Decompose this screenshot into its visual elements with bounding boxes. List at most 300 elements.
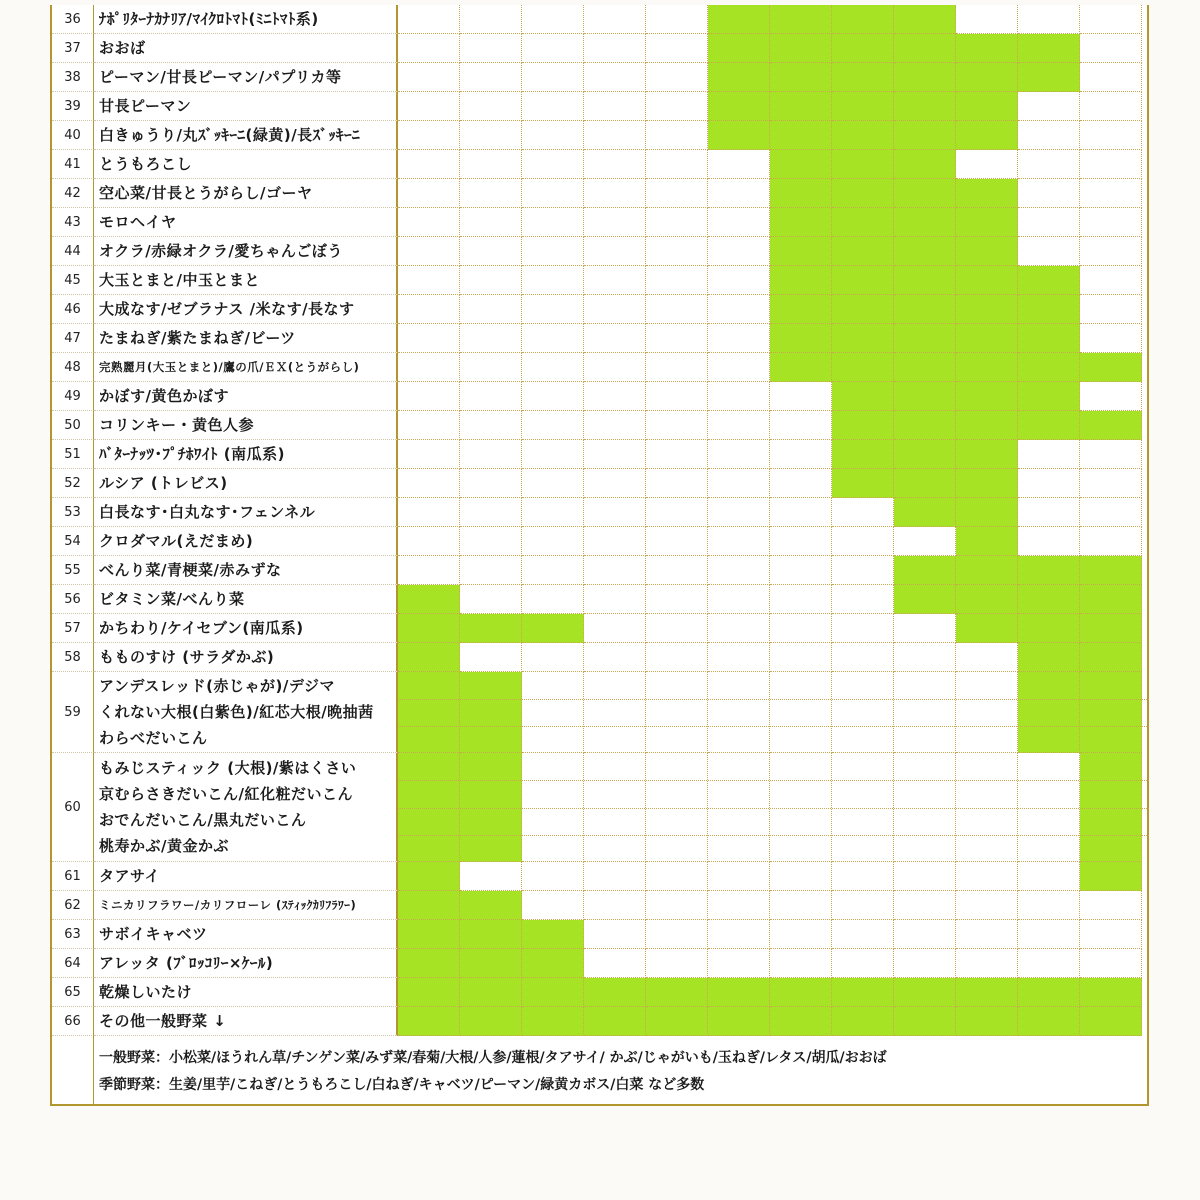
vegetable-name-line: オクラ/赤緑オクラ/愛ちゃんごぼう: [99, 242, 343, 260]
vegetable-name-line: 空心菜/甘長とうがらし/ゴーヤ: [99, 184, 313, 202]
month-cell-empty: [894, 614, 956, 643]
vegetable-name-line: コリンキー・黄色人参: [99, 416, 255, 434]
month-cell-empty: [398, 266, 460, 295]
month-cell-available: [832, 353, 894, 382]
month-cell-empty: [956, 862, 1018, 891]
month-cell-empty: [956, 150, 1018, 179]
vegetable-name-line: ﾊﾞﾀｰﾅｯﾂ･ﾌﾟﾁﾎﾜｲﾄ (南瓜系): [99, 445, 285, 463]
month-cell-available: [1018, 978, 1080, 1007]
month-cell-empty: [832, 920, 894, 949]
month-cell-available: [460, 949, 522, 978]
vegetable-name-line: タアサイ: [99, 867, 160, 885]
vegetable-name-line: アレッタ (ﾌﾞﾛｯｺﾘｰ×ｹｰﾙ): [99, 954, 274, 972]
month-cell-empty: [646, 121, 708, 150]
month-cell-available: [956, 556, 1018, 585]
month-cell-empty: [1018, 150, 1080, 179]
vegetable-name-line: ルシア (トレビス): [99, 474, 228, 492]
month-cell-empty: [522, 527, 584, 556]
month-cell-empty: [460, 92, 522, 121]
month-cell-empty: [894, 672, 956, 753]
month-cell-available: [956, 978, 1018, 1007]
month-cell-empty: [956, 920, 1018, 949]
month-cell-available: [770, 92, 832, 121]
month-cell-empty: [1080, 382, 1142, 411]
month-cell-empty: [646, 411, 708, 440]
vegetable-name: [94, 949, 398, 978]
month-cell-available: [398, 891, 460, 920]
month-cell-available: [770, 353, 832, 382]
month-cell-empty: [584, 614, 646, 643]
month-cell-empty: [522, 353, 584, 382]
month-cell-empty: [522, 891, 584, 920]
month-cell-available: [770, 179, 832, 208]
month-cell-available: [398, 614, 460, 643]
month-cell-available: [1018, 585, 1080, 614]
month-cell-available: [956, 527, 1018, 556]
month-cell-empty: [1018, 92, 1080, 121]
month-cell-empty: [398, 208, 460, 237]
month-cell-empty: [522, 382, 584, 411]
month-cell-available: [832, 295, 894, 324]
month-cell-available: [956, 585, 1018, 614]
vegetable-name-line: もものすけ (サラダかぶ): [99, 648, 275, 666]
month-cell-empty: [708, 237, 770, 266]
month-cell-available: [770, 63, 832, 92]
month-cell-empty: [956, 949, 1018, 978]
month-cell-empty: [584, 237, 646, 266]
month-cell-empty: [1080, 63, 1142, 92]
month-cell-empty: [770, 411, 832, 440]
month-cell-empty: [584, 411, 646, 440]
month-cell-empty: [584, 469, 646, 498]
month-cell-available: [770, 237, 832, 266]
month-cell-empty: [522, 643, 584, 672]
month-cell-empty: [770, 862, 832, 891]
month-cell-available: [770, 295, 832, 324]
month-cell-available: [708, 121, 770, 150]
month-cell-empty: [894, 891, 956, 920]
month-cell-empty: [1080, 527, 1142, 556]
month-cell-empty: [398, 324, 460, 353]
month-cell-available: [1018, 672, 1080, 753]
month-cell-empty: [770, 556, 832, 585]
month-cell-empty: [708, 179, 770, 208]
table-row: [52, 382, 1149, 411]
row-number: 59: [52, 672, 94, 753]
month-cell-available: [832, 978, 894, 1007]
month-cell-empty: [398, 92, 460, 121]
month-cell-available: [398, 585, 460, 614]
month-cell-empty: [398, 150, 460, 179]
month-cell-empty: [646, 63, 708, 92]
month-cell-available: [398, 862, 460, 891]
month-cell-empty: [1018, 920, 1080, 949]
month-cell-empty: [398, 34, 460, 63]
vegetable-name-line: わらべだいこん: [99, 729, 208, 747]
month-cell-empty: [770, 643, 832, 672]
table-row: [52, 920, 1149, 949]
month-cell-available: [956, 324, 1018, 353]
month-cell-available: [398, 920, 460, 949]
seasonal-vegetables-note: 季節野菜：生姜/里芋/こねぎ/とうもろこし/白ねぎ/キャベツ/ピーマン/緑黄カボス/白菜 など多数: [99, 1077, 705, 1093]
month-cell-empty: [646, 949, 708, 978]
row-number: 55: [52, 556, 94, 585]
row-number: 45: [52, 266, 94, 295]
vegetable-name-line: 京むらさきだいこん/紅化粧だいこん: [99, 785, 353, 803]
vegetable-name: [94, 63, 398, 92]
month-cell-available: [708, 5, 770, 34]
row-number: 61: [52, 862, 94, 891]
table-row: [52, 411, 1149, 440]
month-cell-empty: [1080, 208, 1142, 237]
vegetable-name-line: とうもろこし: [99, 155, 193, 173]
month-cell-available: [522, 978, 584, 1007]
month-cell-available: [832, 440, 894, 469]
vegetable-name-line: モロヘイヤ: [99, 213, 177, 231]
row-number: 54: [52, 527, 94, 556]
vegetable-name-line: 大玉とまと/中玉とまと: [99, 271, 260, 289]
row-number: 53: [52, 498, 94, 527]
month-cell-available: [894, 585, 956, 614]
vegetable-name-line: その他一般野菜 ↓: [99, 1012, 227, 1030]
month-cell-empty: [460, 440, 522, 469]
month-cell-available: [894, 295, 956, 324]
vegetable-name: [94, 672, 398, 753]
month-cell-available: [770, 266, 832, 295]
vegetable-name-line: べんり菜/青梗菜/赤みずな: [99, 561, 282, 579]
month-cell-available: [522, 949, 584, 978]
month-cell-empty: [584, 440, 646, 469]
table-row: [52, 556, 1149, 585]
month-cell-empty: [460, 208, 522, 237]
month-cell-empty: [398, 179, 460, 208]
table-row: [52, 527, 1149, 556]
month-cell-empty: [460, 237, 522, 266]
month-cell-empty: [646, 440, 708, 469]
row-number: 43: [52, 208, 94, 237]
vegetable-name-line: おおば: [99, 39, 146, 57]
month-cell-empty: [1018, 179, 1080, 208]
month-cell-available: [832, 237, 894, 266]
month-cell-available: [770, 208, 832, 237]
month-cell-empty: [584, 295, 646, 324]
sub-row-divider: [398, 835, 1149, 836]
month-cell-empty: [708, 891, 770, 920]
table-row: [52, 266, 1149, 295]
month-cell-empty: [460, 498, 522, 527]
row-number: 39: [52, 92, 94, 121]
vegetable-name-line: 乾燥しいたけ: [99, 983, 193, 1001]
month-cell-empty: [460, 469, 522, 498]
month-cell-empty: [1018, 891, 1080, 920]
vegetable-name-line: かぼす/黄色かぼす: [99, 387, 229, 405]
table-row: [52, 672, 1149, 753]
row-number: 63: [52, 920, 94, 949]
row-number: 62: [52, 891, 94, 920]
month-cell-empty: [832, 585, 894, 614]
table-row: [52, 498, 1149, 527]
vegetable-name: [94, 150, 398, 179]
month-cell-empty: [584, 949, 646, 978]
month-cell-empty: [708, 295, 770, 324]
row-number: 65: [52, 978, 94, 1007]
month-cell-empty: [1080, 469, 1142, 498]
vegetable-name-line: かちわり/ケイセブン(南瓜系): [99, 619, 304, 637]
month-cell-empty: [522, 295, 584, 324]
month-cell-available: [522, 614, 584, 643]
month-cell-available: [770, 121, 832, 150]
vegetable-name-line: たまねぎ/紫たまねぎ/ビーツ: [99, 329, 296, 347]
month-cell-empty: [1080, 237, 1142, 266]
month-cell-empty: [1018, 5, 1080, 34]
month-cell-available: [894, 978, 956, 1007]
month-cell-empty: [460, 585, 522, 614]
month-cell-empty: [894, 643, 956, 672]
sub-row-divider: [398, 808, 1149, 809]
month-cell-empty: [584, 63, 646, 92]
vegetable-name: [94, 92, 398, 121]
month-cell-available: [956, 411, 1018, 440]
month-cell-empty: [832, 498, 894, 527]
month-cell-empty: [646, 382, 708, 411]
month-cell-empty: [398, 5, 460, 34]
row-number: 38: [52, 63, 94, 92]
table-row: [52, 469, 1149, 498]
vegetable-name: [94, 411, 398, 440]
month-cell-empty: [894, 527, 956, 556]
month-cell-available: [956, 63, 1018, 92]
month-cell-empty: [708, 920, 770, 949]
month-cell-empty: [708, 862, 770, 891]
month-cell-empty: [646, 527, 708, 556]
month-cell-empty: [1080, 266, 1142, 295]
month-cell-empty: [832, 527, 894, 556]
month-cell-empty: [460, 121, 522, 150]
month-cell-empty: [584, 527, 646, 556]
month-cell-available: [894, 469, 956, 498]
vegetable-name: [94, 753, 398, 862]
month-cell-empty: [1080, 295, 1142, 324]
month-cell-empty: [646, 891, 708, 920]
month-cell-empty: [770, 891, 832, 920]
month-cell-empty: [646, 920, 708, 949]
month-cell-empty: [522, 440, 584, 469]
month-cell-available: [646, 978, 708, 1007]
month-cell-empty: [1018, 469, 1080, 498]
table-row: [52, 121, 1149, 150]
month-cell-available: [460, 978, 522, 1007]
month-cell-empty: [522, 672, 584, 753]
month-cell-empty: [584, 891, 646, 920]
month-cell-empty: [522, 121, 584, 150]
month-cell-empty: [1018, 527, 1080, 556]
month-cell-empty: [894, 949, 956, 978]
month-cell-available: [398, 949, 460, 978]
month-cell-empty: [646, 614, 708, 643]
table-row: [52, 5, 1149, 34]
month-cell-available: [770, 34, 832, 63]
month-cell-empty: [646, 498, 708, 527]
month-cell-empty: [770, 672, 832, 753]
month-cell-empty: [708, 440, 770, 469]
month-cell-available: [894, 63, 956, 92]
month-cell-empty: [398, 498, 460, 527]
vegetable-name: [94, 382, 398, 411]
table-row: [52, 237, 1149, 266]
vegetable-name: [94, 295, 398, 324]
month-cell-available: [894, 208, 956, 237]
month-cell-available: [708, 978, 770, 1007]
month-cell-available: [894, 266, 956, 295]
month-cell-empty: [584, 920, 646, 949]
month-cell-available: [832, 150, 894, 179]
month-cell-empty: [832, 643, 894, 672]
month-cell-available: [1018, 556, 1080, 585]
row-number: 36: [52, 5, 94, 34]
vegetable-name-line: 白長なす･白丸なす･フェンネル: [99, 503, 316, 521]
month-cell-available: [894, 34, 956, 63]
month-cell-empty: [584, 266, 646, 295]
month-cell-available: [1080, 643, 1142, 672]
month-cell-available: [956, 179, 1018, 208]
table-row: [52, 208, 1149, 237]
month-cell-empty: [894, 920, 956, 949]
month-cell-empty: [584, 121, 646, 150]
month-cell-empty: [398, 411, 460, 440]
vegetable-name-line: ミニカリフラワー/カリフローレ (ｽﾃｨｯｸｶﾘﾌﾗﾜｰ): [99, 898, 357, 912]
vegetable-name: [94, 585, 398, 614]
row-number: 42: [52, 179, 94, 208]
vegetable-name: [94, 121, 398, 150]
month-cell-empty: [584, 324, 646, 353]
row-number: 50: [52, 411, 94, 440]
month-cell-empty: [460, 179, 522, 208]
month-cell-empty: [1018, 862, 1080, 891]
month-cell-available: [1080, 862, 1142, 891]
month-cell-available: [956, 382, 1018, 411]
month-cell-available: [584, 978, 646, 1007]
row-number: 46: [52, 295, 94, 324]
month-cell-available: [770, 5, 832, 34]
table-row: [52, 614, 1149, 643]
month-cell-empty: [832, 614, 894, 643]
month-cell-empty: [646, 179, 708, 208]
month-cell-empty: [1018, 498, 1080, 527]
table-row: [52, 891, 1149, 920]
vegetable-name: [94, 469, 398, 498]
vegetable-name-line: 完熟麗月(大玉とまと)/鷹の爪/ＥＸ(とうがらし): [99, 360, 360, 374]
month-cell-empty: [522, 5, 584, 34]
availability-table: [50, 5, 1149, 1106]
month-cell-empty: [770, 920, 832, 949]
month-cell-empty: [770, 614, 832, 643]
row-number: 66: [52, 1007, 94, 1036]
vegetable-name: [94, 498, 398, 527]
month-cell-empty: [770, 527, 832, 556]
month-cell-empty: [460, 643, 522, 672]
month-cell-empty: [770, 382, 832, 411]
month-cell-empty: [832, 862, 894, 891]
month-cell-empty: [708, 527, 770, 556]
month-cell-empty: [460, 5, 522, 34]
month-cell-available: [832, 324, 894, 353]
month-cell-available: [894, 150, 956, 179]
month-cell-empty: [398, 469, 460, 498]
month-cell-available: [1080, 672, 1142, 753]
month-cell-empty: [522, 63, 584, 92]
month-cell-empty: [584, 5, 646, 34]
vegetable-name-line: くれない大根(白紫色)/紅芯大根/晩抽茜: [99, 703, 374, 721]
month-cell-empty: [708, 614, 770, 643]
month-cell-empty: [708, 382, 770, 411]
month-cell-empty: [460, 63, 522, 92]
month-cell-available: [832, 92, 894, 121]
month-cell-empty: [646, 862, 708, 891]
month-cell-available: [956, 208, 1018, 237]
month-cell-empty: [460, 527, 522, 556]
row-number: 49: [52, 382, 94, 411]
month-cell-empty: [398, 121, 460, 150]
table-row: [52, 353, 1149, 382]
month-cell-empty: [646, 237, 708, 266]
month-cell-available: [832, 469, 894, 498]
month-cell-empty: [522, 862, 584, 891]
month-cell-available: [956, 121, 1018, 150]
month-cell-empty: [1018, 121, 1080, 150]
month-cell-empty: [522, 237, 584, 266]
month-cell-empty: [398, 527, 460, 556]
month-cell-empty: [522, 179, 584, 208]
month-cell-empty: [584, 643, 646, 672]
vegetable-name-line: アンデスレッド(赤じゃが)/デジマ: [99, 677, 336, 695]
month-cell-empty: [708, 208, 770, 237]
month-cell-empty: [522, 411, 584, 440]
month-cell-empty: [646, 353, 708, 382]
month-cell-available: [398, 978, 460, 1007]
table-row: [52, 150, 1149, 179]
month-cell-empty: [708, 556, 770, 585]
month-cell-available: [832, 179, 894, 208]
table-row: [52, 440, 1149, 469]
month-cell-empty: [956, 891, 1018, 920]
vegetable-name-line: ﾅﾎﾟﾘﾀｰﾅｶﾅﾘｱ/ﾏｲｸﾛﾄﾏﾄ(ﾐﾆﾄﾏﾄ系): [99, 10, 319, 28]
row-number: 51: [52, 440, 94, 469]
sub-row-divider: [398, 780, 1149, 781]
month-cell-empty: [646, 672, 708, 753]
month-cell-empty: [646, 324, 708, 353]
month-cell-available: [832, 266, 894, 295]
month-cell-empty: [584, 92, 646, 121]
month-cell-empty: [708, 469, 770, 498]
month-cell-available: [832, 382, 894, 411]
month-cell-empty: [708, 411, 770, 440]
month-cell-available: [1018, 324, 1080, 353]
vegetable-name: [94, 353, 398, 382]
month-cell-available: [894, 411, 956, 440]
month-cell-empty: [708, 150, 770, 179]
month-cell-empty: [708, 643, 770, 672]
month-cell-available: [894, 179, 956, 208]
month-cell-available: [894, 556, 956, 585]
month-cell-available: [956, 440, 1018, 469]
month-cell-available: [1080, 556, 1142, 585]
month-cell-empty: [522, 208, 584, 237]
row-number: 52: [52, 469, 94, 498]
vegetable-name-line: クロダマル(えだまめ): [99, 532, 254, 550]
month-cell-empty: [584, 862, 646, 891]
month-cell-available: [770, 978, 832, 1007]
month-cell-available: [894, 5, 956, 34]
